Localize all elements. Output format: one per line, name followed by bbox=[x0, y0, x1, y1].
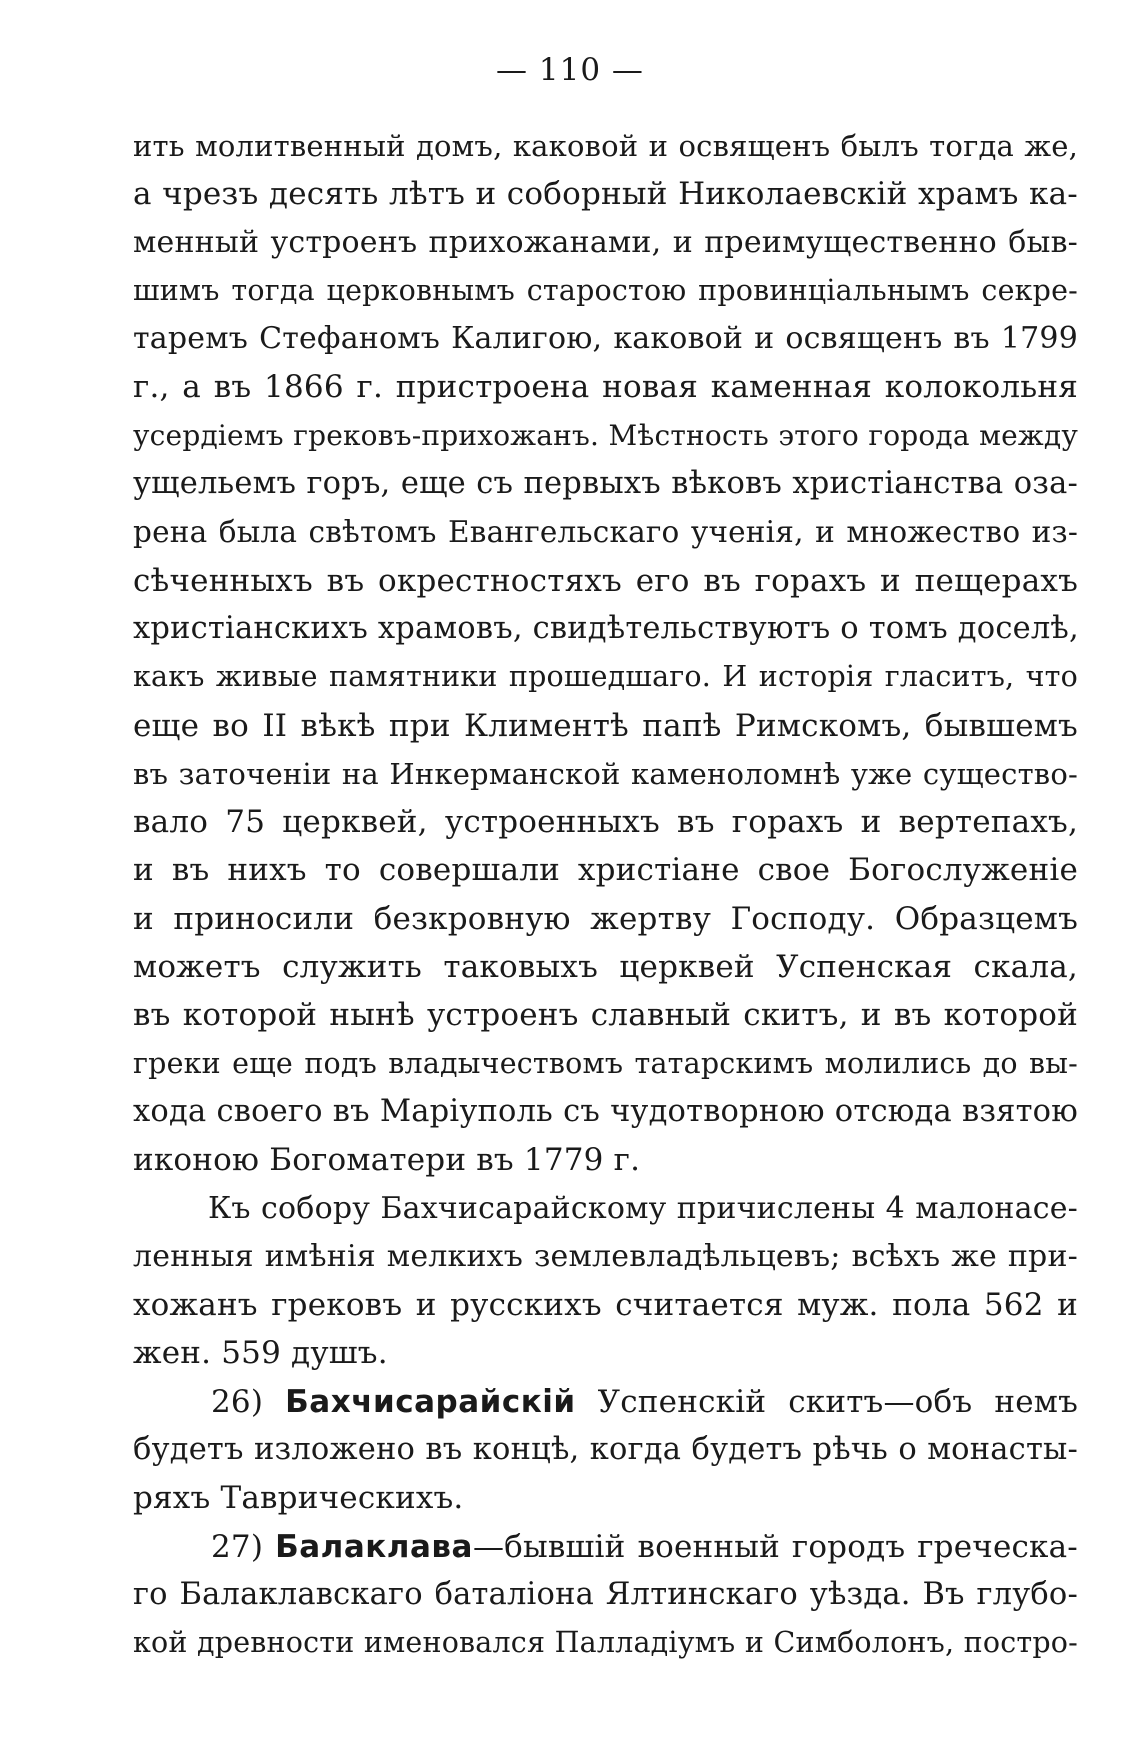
text-line: таремъ Стефаномъ Калигою, каковой и освященъ въ 1799 bbox=[133, 321, 1078, 357]
text-line: рена была свѣтомъ Евангельскаго ученія, и множество из- bbox=[133, 515, 1078, 550]
paragraph-first-line: Къ собору Бахчисарайскому причислены 4 малонасе- bbox=[208, 1190, 1078, 1226]
text-line: г., а въ 1866 г. пристроена новая каменная колокольня bbox=[133, 369, 1078, 406]
section-title: Бахчисарайскій bbox=[285, 1383, 576, 1420]
section-heading-27 bbox=[133, 1523, 1078, 1571]
text-line: го Балаклавскаго баталіона Ялтинскаго уѣзда. Въ глубо- bbox=[133, 1576, 1078, 1612]
text-line: а чрезъ десять лѣтъ и соборный Николаевскій храмъ ка- bbox=[133, 176, 1078, 213]
text-line: христіанскихъ храмовъ, свидѣтельствуютъ о томъ доселѣ, bbox=[133, 610, 1079, 646]
section-number: 27) bbox=[211, 1528, 264, 1565]
section-heading-26 bbox=[133, 1378, 1078, 1426]
text-line: менный устроенъ прихожанами, и преимущественно быв- bbox=[133, 224, 1078, 260]
text-line: иконою Богоматери въ 1779 г. bbox=[133, 1142, 641, 1179]
text-line: въ которой нынѣ устроенъ славный скитъ, и въ которой bbox=[133, 997, 1078, 1034]
text-line: еще во II вѣкѣ при Климентѣ папѣ Римскомъ, бывшемъ bbox=[133, 707, 1078, 744]
section-heading-rest: —бывшій военный городъ греческа- bbox=[472, 1528, 1078, 1565]
text-line: въ заточеніи на Инкерманской каменоломнѣ уже существо- bbox=[133, 756, 1078, 791]
body-text bbox=[133, 122, 1078, 1668]
text-line: хода своего въ Маріуполь съ чудотворною отсюда взятою bbox=[133, 1093, 1078, 1129]
section-heading-rest: Успенскій скитъ—объ немъ bbox=[597, 1383, 1078, 1420]
text-line: кой древности именовался Палладіумъ и Симболонъ, постро- bbox=[133, 1626, 1078, 1660]
text-line: ущельемъ горъ, еще съ первыхъ вѣковъ христіанства оза- bbox=[133, 466, 1078, 502]
text-line: усердіемъ грековъ-прихожанъ. Мѣстность этого города между bbox=[133, 418, 1078, 452]
text-line: греки еще подъ владычествомъ татарскимъ молились до вы- bbox=[133, 1046, 1078, 1080]
text-line: хожанъ грековъ и русскихъ считается муж. пола 562 и bbox=[133, 1287, 1078, 1324]
text-line: можетъ служить таковыхъ церквей Успенская скала, bbox=[133, 949, 1078, 986]
text-line: будетъ изложено въ концѣ, когда будетъ рѣчь о монасты- bbox=[133, 1432, 1078, 1468]
text-line: и приносили безкровную жертву Господу. Образцемъ bbox=[133, 900, 1078, 937]
section-number: 26) bbox=[211, 1383, 264, 1420]
text-line: какъ живые памятники прошедшаго. И исторія гласитъ, что bbox=[133, 660, 1078, 694]
text-line: ряхъ Таврическихъ. bbox=[133, 1480, 464, 1517]
text-line: ленныя имѣнія мелкихъ землевладѣльцевъ; всѣхъ же при- bbox=[133, 1238, 1078, 1274]
text-line: вало 75 церквей, устроенныхъ въ горахъ и вертепахъ, bbox=[133, 804, 1078, 841]
text-line: сѣченныхъ въ окрестностяхъ его въ горахъ и пещерахъ bbox=[133, 562, 1078, 599]
text-line: жен. 559 душъ. bbox=[133, 1335, 388, 1372]
text-line: и въ нихъ то совершали христіане свое Богослуженіе bbox=[133, 852, 1078, 889]
text-line: ить молитвенный домъ, каковой и освященъ былъ тогда же, bbox=[133, 129, 1078, 163]
section-title: Балаклава bbox=[275, 1528, 473, 1565]
text-line: шимъ тогда церковнымъ старостою провинціальнымъ секре- bbox=[133, 273, 1078, 307]
page-number: — 110 — bbox=[496, 52, 644, 88]
